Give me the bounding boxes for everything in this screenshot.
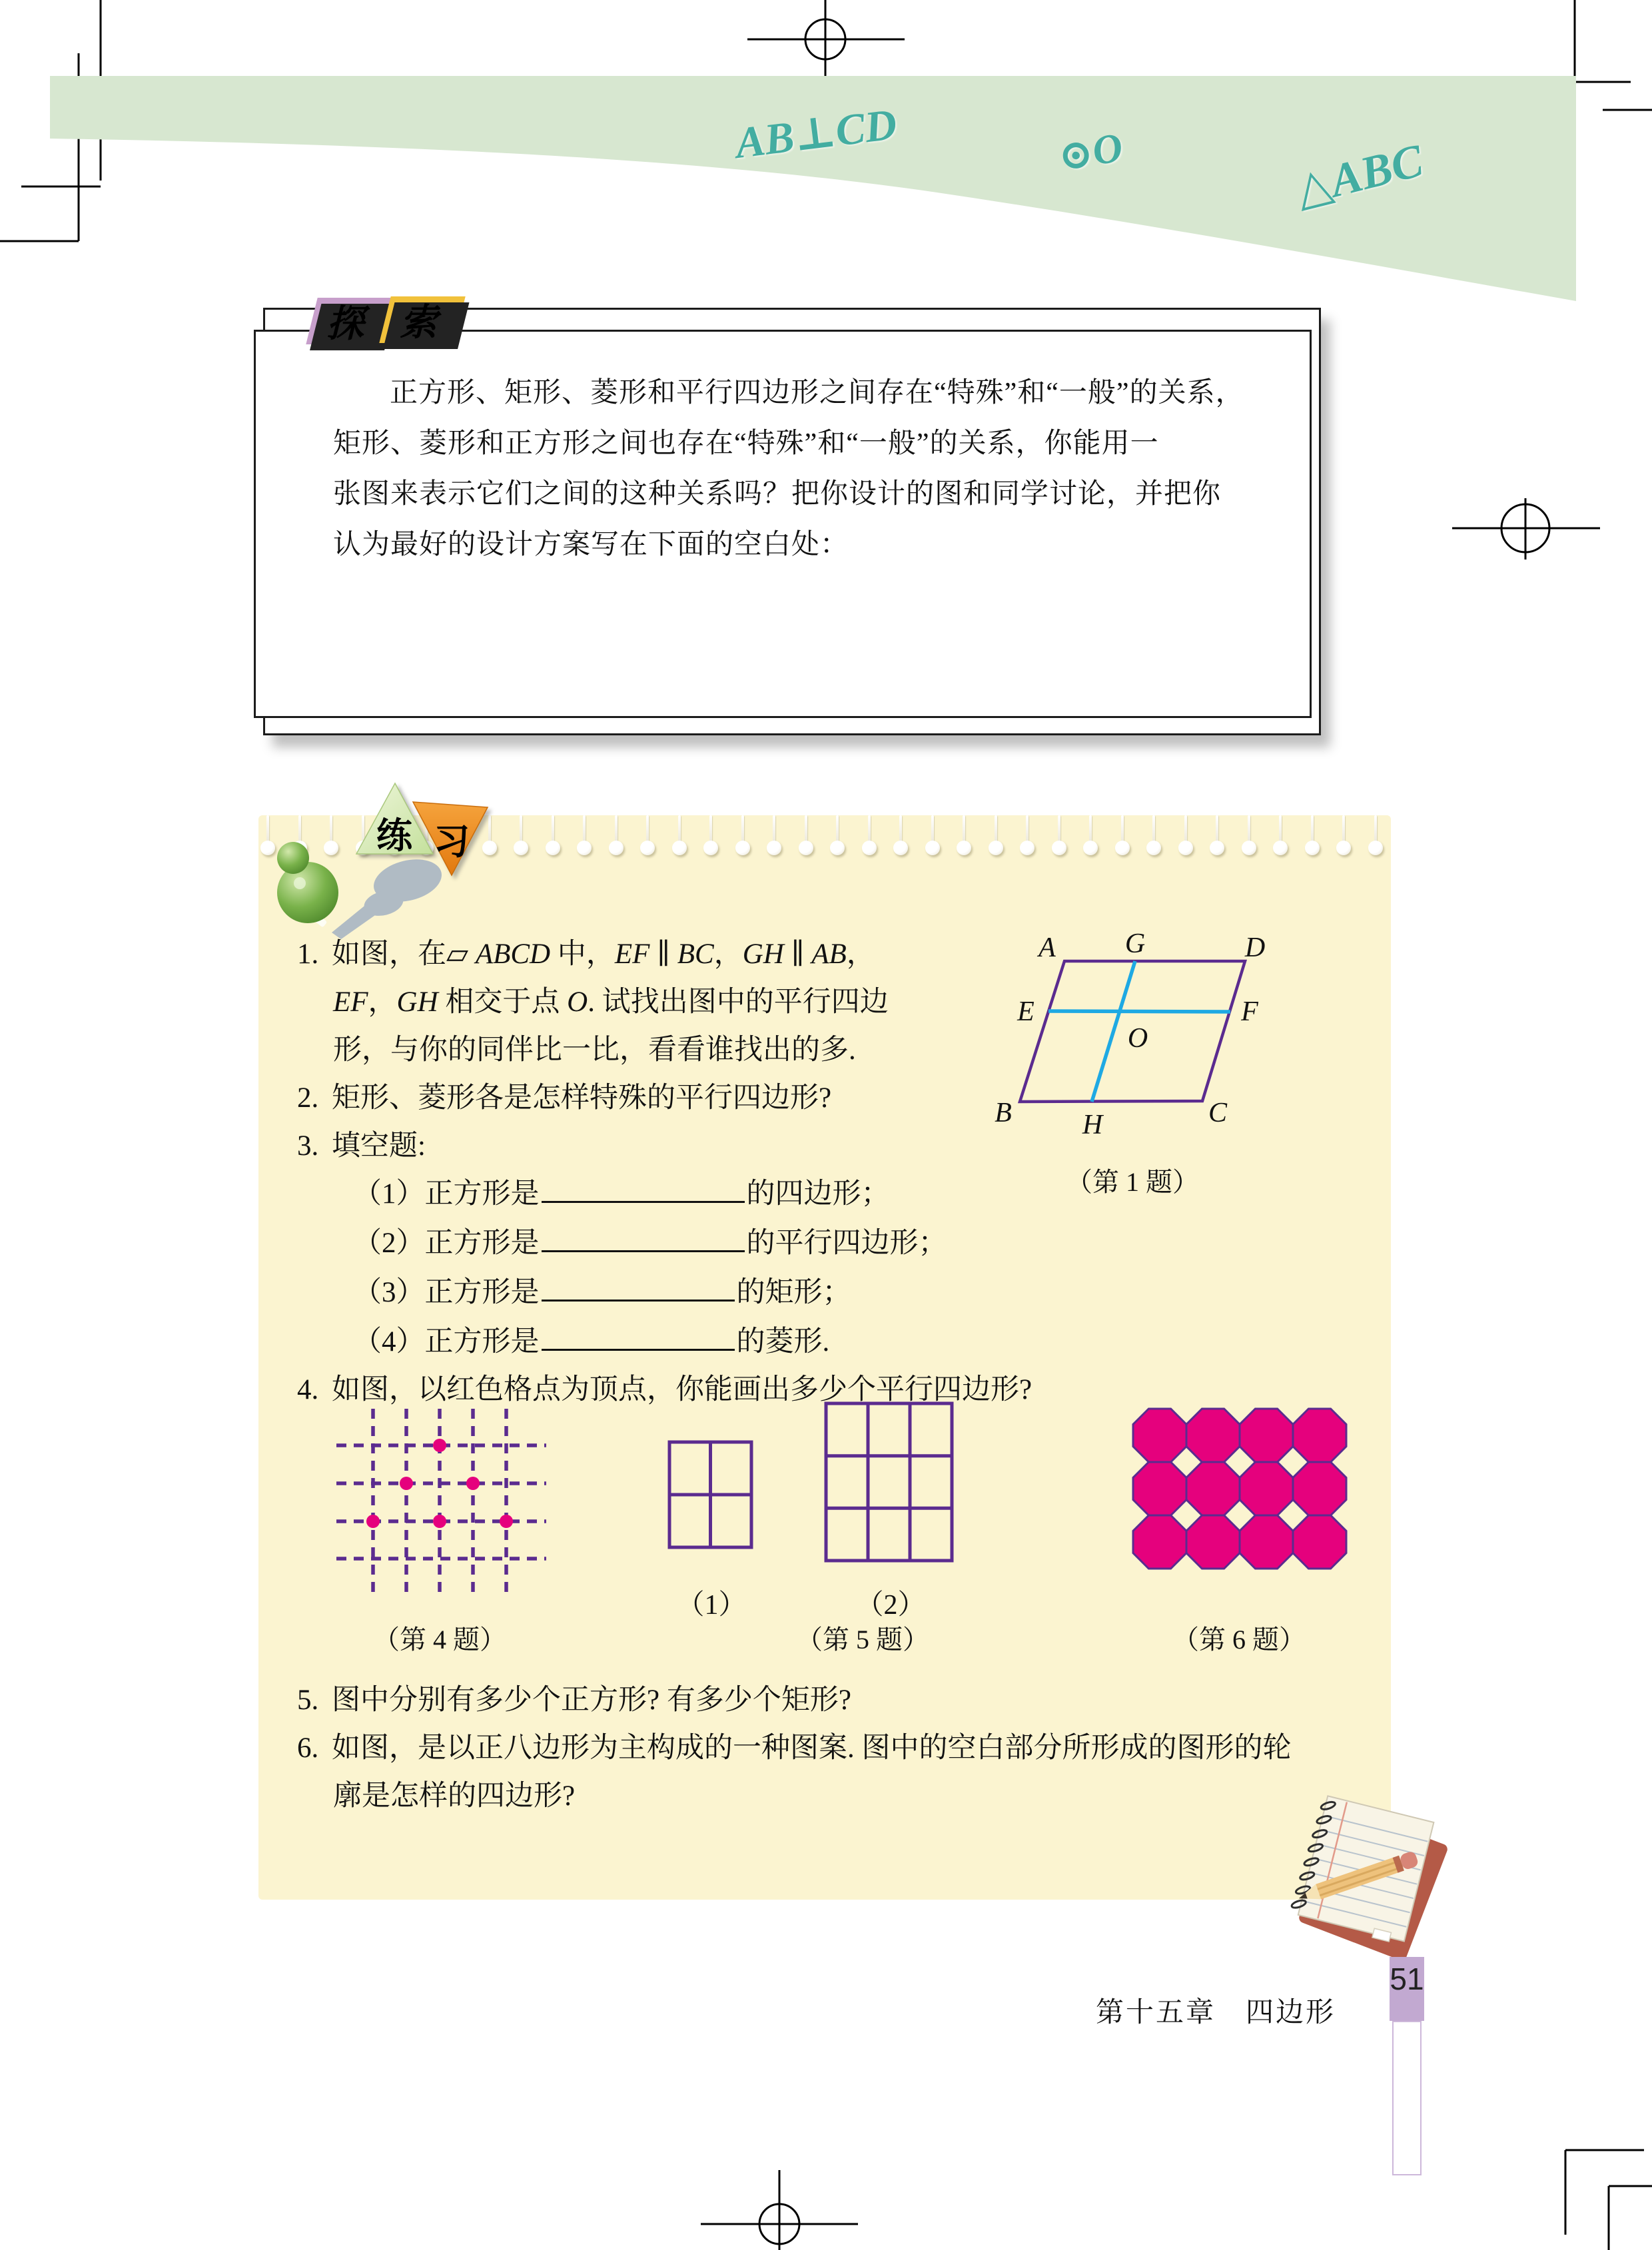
vertex-label-h: H — [1082, 1110, 1103, 1140]
problem-number: 6. — [297, 1732, 319, 1764]
red-lattice-dot — [466, 1477, 480, 1490]
spiral-loop-ball — [640, 841, 655, 855]
explore-badge-char-2: 索 — [398, 301, 446, 343]
problem-6-line-1: 6. 如图，是以正八边形为主构成的一种图案. 图中的空白部分所形成的图形的轮 — [297, 1732, 1292, 1764]
figure-6-caption: （第 6 题） — [1172, 1625, 1306, 1655]
octagon-tile — [1133, 1462, 1186, 1515]
spiral-loop-ball — [1336, 841, 1351, 855]
vertex-label-b: B — [995, 1098, 1012, 1128]
explore-badge-char-1: 探 — [324, 302, 372, 344]
problem-4: 4. 如图，以红色格点为顶点，你能画出多少个平行四边形? — [297, 1374, 1032, 1405]
spiral-loop-ball — [735, 841, 750, 855]
pushpin-ball-small — [277, 842, 309, 874]
figure-grid-2x2 — [666, 1439, 766, 1559]
problem-5: 5. 图中分别有多少个正方形? 有多少个矩形? — [297, 1685, 851, 1716]
problem-number: 3. — [297, 1130, 319, 1162]
page-edge-tab — [1392, 2021, 1422, 2175]
red-lattice-dot — [400, 1477, 413, 1490]
pushpin-highlight — [294, 877, 306, 889]
red-lattice-dot — [366, 1515, 380, 1528]
problem-1-line-1: 1. 如图，在▱ ABCD 中，EF ∥ BC，GH ∥ AB， — [297, 938, 875, 970]
practice-badge — [343, 773, 503, 886]
explore-badge-tile-2 — [379, 296, 465, 343]
page-number-tab — [1390, 1957, 1424, 2021]
notebook-pencil-illustration — [1289, 1776, 1446, 1959]
spiral-loop-ball — [957, 841, 971, 855]
spiral-loop-ball — [989, 841, 1003, 855]
math-symbol-perpendicular: AB⊥CD — [733, 99, 900, 169]
figure-grid-3x3 — [823, 1400, 963, 1573]
figure-5-sub-label-2: （2） — [855, 1590, 926, 1621]
figure-4-caption: （第 4 题） — [373, 1625, 506, 1655]
spiral-loop-ball — [1210, 841, 1224, 855]
vertex-label-a: A — [1038, 933, 1056, 963]
explore-badge-tile-1 — [306, 298, 392, 344]
spiral-loop-ball — [1052, 841, 1066, 855]
spiral-loop-ball — [577, 841, 592, 855]
vertex-label-d: D — [1244, 933, 1266, 963]
vertex-label-f: F — [1241, 996, 1258, 1027]
math-symbol-circle-o: ⊙O — [1054, 125, 1126, 181]
figure-red-lattice-grid — [320, 1392, 573, 1612]
spiral-loop-ball — [1368, 841, 1383, 855]
problem-1-line-2: EF，GH 相交于点 O. 试找出图中的平行四边 — [333, 986, 889, 1018]
problem-number: 2. — [297, 1082, 319, 1114]
figure-octagon-pattern — [1131, 1407, 1348, 1571]
problem-number: 5. — [297, 1685, 319, 1716]
red-lattice-dot — [433, 1439, 446, 1452]
explore-text-line-4: 认为最好的设计方案写在下面的空白处： — [333, 530, 849, 560]
problem-number: 4. — [297, 1374, 319, 1405]
explore-text-line-2: 矩形、菱形和正方形之间也存在“特殊”和“一般”的关系，你能用一 — [333, 428, 1159, 459]
page-number: 51 — [1390, 1962, 1424, 1996]
spiral-loop-ball — [1242, 841, 1256, 855]
problem-number: 1. — [297, 938, 319, 970]
spiral-loop-ball — [1273, 841, 1288, 855]
practice-badge-char-1: 练 — [376, 816, 412, 856]
problem-1-line-3: 形，与你的同伴比一比，看看谁找出的多. — [333, 1034, 856, 1066]
spiral-loop-ball — [862, 841, 877, 855]
spiral-loop-ball — [1146, 841, 1161, 855]
octagon-tile — [1293, 1409, 1346, 1462]
problem-3-item-4: （4）正方形是 的菱形. — [353, 1319, 829, 1359]
math-symbol-triangle-abc: △ABC — [1290, 135, 1428, 216]
octagon-tile — [1293, 1462, 1346, 1515]
segment-ef — [1048, 1011, 1230, 1012]
spiral-loop-ball — [830, 841, 845, 855]
spiral-loop-ball — [893, 841, 908, 855]
octagon-tile — [1240, 1515, 1293, 1569]
explore-text-line-3: 张图来表示它们之间的这种关系吗？把你设计的图和同学讨论，并把你 — [333, 479, 1222, 510]
figure-1-caption: （第 1 题） — [1066, 1167, 1199, 1197]
figure-parallelogram-abcd — [973, 929, 1292, 1152]
explore-text-line-1: 正方形、矩形、菱形和平行四边形之间存在“特殊”和“一般”的关系， — [390, 378, 1244, 408]
octagon-tile — [1133, 1515, 1186, 1569]
spiral-loop-ball — [925, 841, 940, 855]
problem-3-item-3: （3）正方形是 的矩形； — [353, 1270, 851, 1310]
spiral-loop-ball — [672, 841, 687, 855]
figure-5-sub-label-1: （1） — [676, 1590, 747, 1621]
octagon-tile — [1186, 1462, 1240, 1515]
spiral-loop-ball — [799, 841, 813, 855]
vertex-label-g: G — [1124, 929, 1146, 959]
octagon-tile — [1186, 1409, 1240, 1462]
figure-5-caption: （第 5 题） — [796, 1625, 929, 1655]
red-lattice-dot — [500, 1515, 513, 1528]
problem-6-line-2: 廓是怎样的四边形? — [333, 1780, 576, 1812]
spiral-loop-ball — [1083, 841, 1098, 855]
spiral-loop-ball — [767, 841, 781, 855]
problem-3: 3. 填空题: — [297, 1130, 426, 1162]
problem-3-item-2: （2）正方形是 的平行四边形； — [353, 1220, 947, 1261]
problem-3-item-1: （1）正方形是 的四边形； — [353, 1171, 890, 1212]
spiral-loop-ball — [546, 841, 560, 855]
octagon-tile — [1240, 1409, 1293, 1462]
octagon-tile — [1133, 1409, 1186, 1462]
explore-badge — [312, 296, 472, 350]
octagon-tile — [1240, 1462, 1293, 1515]
octagon-tile — [1293, 1515, 1346, 1569]
vertex-label-e: E — [1017, 996, 1034, 1027]
spiral-loop-ball — [703, 841, 718, 855]
octagon-tile — [1186, 1515, 1240, 1569]
spiral-loop-ball — [1115, 841, 1130, 855]
spiral-loop-ball — [1178, 841, 1193, 855]
spiral-loop-ball — [1305, 841, 1320, 855]
spiral-loop-ball — [1020, 841, 1034, 855]
spiral-loop-ball — [609, 841, 623, 855]
red-lattice-dot — [433, 1515, 446, 1528]
vertex-label-c: C — [1208, 1098, 1228, 1128]
lattice-dashed-lines — [336, 1409, 546, 1599]
problem-2: 2. 矩形、菱形各是怎样特殊的平行四边形? — [297, 1082, 832, 1114]
practice-badge-char-2: 习 — [434, 822, 470, 862]
footer-chapter-title: 第十五章 四边形 — [1096, 1998, 1336, 2028]
point-label-o: O — [1127, 1023, 1148, 1054]
